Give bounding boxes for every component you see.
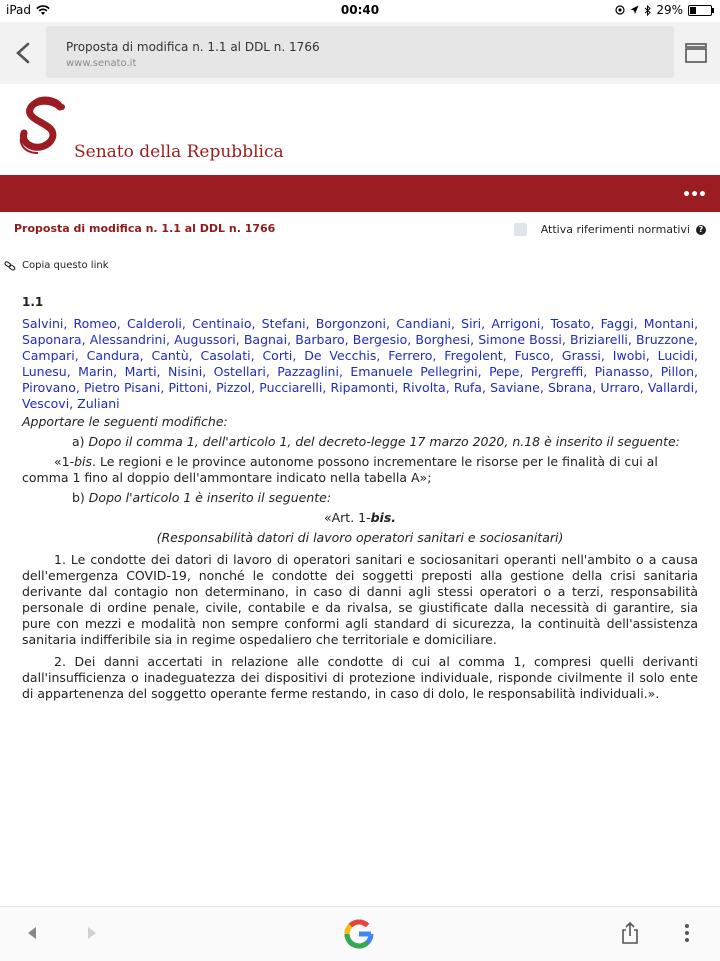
signer-name[interactable]: Lucidi bbox=[657, 348, 695, 363]
signer-name[interactable]: Pittoni bbox=[168, 380, 209, 395]
bluetooth-icon bbox=[644, 5, 651, 16]
signer-name[interactable]: Zuliani bbox=[77, 396, 120, 411]
menu-dots-icon[interactable]: ••• bbox=[682, 187, 706, 203]
signer-name[interactable]: Calderoli bbox=[126, 316, 182, 331]
copy-link-label: Copia questo link bbox=[22, 260, 109, 271]
signer-name[interactable]: Rufa bbox=[453, 380, 482, 395]
browser-back-button[interactable] bbox=[10, 36, 38, 70]
tabs-icon bbox=[683, 40, 709, 66]
navigation-arrow-icon bbox=[630, 5, 639, 15]
signer-name[interactable]: Augussori bbox=[174, 332, 236, 347]
article-title bbox=[22, 510, 698, 526]
signer-name[interactable]: Rivolta bbox=[402, 380, 446, 395]
signer-name[interactable]: Saviane bbox=[490, 380, 540, 395]
link-icon bbox=[4, 261, 16, 271]
article-paragraph-1: 1. Le condotte dei datori di lavoro di operatori sanitari e sociosanitari operanti nell'ambito o a causa dell'emergenza COVID-19, nonché le condotte dei soggetti preposti alla gestione della crisi sanitaria derivante dal contagio non determinano, in caso di danni agli stessi operatori o a terzi, responsabilità personale di ordine penale, civile, contabile e da rivalsa, se giustificate dalla necessità di garantire, sia pure con mezzi e modalità non sempre conformi agli standard di sicurezza, la continuità dell'assistenza sanitaria indifferibile sia in regime ospedaliero che territoriale e domiciliare. bbox=[22, 552, 698, 647]
status-time: 00:40 bbox=[340, 3, 380, 17]
signer-name[interactable]: Fusco bbox=[514, 348, 551, 363]
signer-name[interactable]: Pietro Pisani bbox=[84, 380, 161, 395]
more-icon bbox=[682, 923, 692, 943]
triangle-right-icon bbox=[86, 925, 98, 941]
article-subtitle: (Responsabilità datori di lavoro operatori sanitari e sociosanitari) bbox=[156, 530, 564, 545]
amendment-number: 1.1 bbox=[22, 295, 44, 309]
signer-name[interactable]: Barbaro bbox=[295, 332, 345, 347]
back-arrow-icon bbox=[10, 36, 38, 70]
signer-name[interactable]: Iwobi bbox=[612, 348, 646, 363]
signer-name[interactable]: Arrigoni bbox=[491, 316, 541, 331]
signer-name[interactable]: Vescovi bbox=[22, 396, 70, 411]
signer-name[interactable]: Sbrana bbox=[547, 380, 593, 395]
signer-name[interactable]: Marti bbox=[124, 364, 157, 379]
signer-name[interactable]: Urraro bbox=[600, 380, 640, 395]
forward-button[interactable] bbox=[86, 925, 98, 945]
signer-name[interactable]: Vallardi bbox=[647, 380, 695, 395]
modification-b-label: b) bbox=[72, 490, 85, 505]
signer-name[interactable]: Lunesu bbox=[22, 364, 67, 379]
signer-name[interactable]: Ostellari bbox=[213, 364, 266, 379]
signer-name[interactable]: Pergreffi bbox=[530, 364, 584, 379]
modification-b bbox=[22, 490, 698, 506]
signer-name[interactable]: Emanuele Pellegrini bbox=[350, 364, 478, 379]
signer-name[interactable]: Pianasso bbox=[594, 364, 650, 379]
modification-a-text: Dopo il comma 1, dell'articolo 1, del decreto-legge 17 marzo 2020, n.18 è inserito il seguente: bbox=[88, 434, 680, 449]
google-logo[interactable] bbox=[342, 917, 376, 955]
signer-name[interactable]: Siri bbox=[461, 316, 482, 331]
modification-a bbox=[22, 434, 698, 450]
signer-name[interactable]: Pazzaglini bbox=[277, 364, 339, 379]
copy-link[interactable] bbox=[4, 260, 108, 271]
signer-name[interactable]: Bergesio bbox=[352, 332, 408, 347]
inserted-comma bbox=[22, 454, 698, 486]
more-options-button[interactable] bbox=[682, 923, 692, 947]
site-name: Senato della Repubblica bbox=[74, 142, 284, 162]
signer-name[interactable]: Faggi bbox=[600, 316, 634, 331]
article-title-bis: bis. bbox=[370, 510, 397, 525]
signer-name[interactable]: Casolati bbox=[200, 348, 251, 363]
signer-name[interactable]: Grassi bbox=[561, 348, 601, 363]
intro-text: Apportare le seguenti modifiche: bbox=[22, 414, 228, 429]
article-paragraph-2: 2. Dei danni accertati in relazione alle condotte di cui al comma 1, compresi quelli derivanti dall'insufficienza o inadeguatezza dei dispositivi di protezione individuale, risponde civilmente il solo ente di appartenenza del soggetto operante ferme restando, in caso di dolo, le responsabilità individuali.». bbox=[22, 654, 698, 701]
address-bar[interactable] bbox=[46, 26, 674, 78]
signer-name[interactable]: Candura bbox=[86, 348, 140, 363]
status-bar bbox=[0, 0, 720, 20]
nav-bar bbox=[0, 175, 720, 212]
signer-name[interactable]: De Vecchis bbox=[304, 348, 377, 363]
signer-name[interactable]: Simone Bossi bbox=[478, 332, 562, 347]
signer-name[interactable]: Pucciarelli bbox=[259, 380, 323, 395]
signer-name[interactable]: Ripamonti bbox=[330, 380, 395, 395]
references-checkbox[interactable] bbox=[514, 223, 527, 236]
tabs-button[interactable] bbox=[683, 40, 709, 66]
signer-name[interactable]: Cantù bbox=[151, 348, 189, 363]
signer-name[interactable]: Montani bbox=[643, 316, 695, 331]
modification-b-text: Dopo l'articolo 1 è inserito il seguente: bbox=[88, 490, 332, 505]
page-url: www.senato.it bbox=[66, 58, 137, 69]
share-icon bbox=[620, 921, 640, 945]
back-button[interactable] bbox=[26, 925, 38, 945]
signer-name[interactable]: Candiani bbox=[396, 316, 451, 331]
article-title-prefix: «Art. 1- bbox=[323, 510, 371, 525]
quote-open: «1- bbox=[54, 454, 75, 469]
signer-name[interactable]: Bagnai bbox=[243, 332, 288, 347]
signer-name[interactable]: Tosato bbox=[550, 316, 591, 331]
signer-name[interactable]: Pirovano bbox=[22, 380, 76, 395]
signer-name[interactable]: Marin bbox=[78, 364, 114, 379]
signer-name[interactable]: Pepe bbox=[489, 364, 520, 379]
page-title: Proposta di modifica n. 1.1 al DDL n. 1766 bbox=[66, 40, 320, 54]
device-name: iPad bbox=[6, 3, 32, 17]
bottom-toolbar bbox=[0, 906, 720, 961]
battery-icon bbox=[688, 5, 712, 16]
signer-name[interactable]: Bruzzone bbox=[636, 332, 695, 347]
signer-name[interactable]: Romeo bbox=[73, 316, 117, 331]
help-icon[interactable]: ? bbox=[696, 225, 706, 235]
signer-name[interactable]: Briziarelli bbox=[570, 332, 628, 347]
signer-name[interactable]: Centinaio bbox=[192, 316, 252, 331]
normative-references-toggle[interactable] bbox=[514, 223, 706, 236]
signer-name[interactable]: Alessandrini bbox=[89, 332, 166, 347]
signer-name[interactable]: Campari bbox=[22, 348, 75, 363]
wifi-icon bbox=[36, 5, 50, 16]
signer-name[interactable]: Borghesi bbox=[415, 332, 471, 347]
signers-list: Salvini, Romeo, Calderoli, Centinaio, Stefani, Borgonzoni, Candiani, Siri, Arrigoni, Tosato, Faggi, Montani, Saponara, Alessandrini, Augussori, Bagnai, Barbaro, Bergesio, Borghesi, Simone Bossi, Briziarelli, Bruzzone, Campari, Candura, Cantù, Casolati, Corti, De Vecchis, Ferrero, Fregolent, Fusco, Grassi, Iwobi, Lucidi, Lunesu, Marin, Marti, Nisini, Ostellari, Pazzaglini, Emanuele Pellegrini, Pepe, Pergreffi, Pianasso, Pillon, Pirovano, Pietro Pisani, Pittoni, Pizzol, Pucciarelli, Ripamonti, Rivolta, Rufa, Saviane, Sbrana, Urraro, Vallardi, Vescovi, Zuliani bbox=[22, 316, 699, 411]
signer-name[interactable]: Pizzol bbox=[216, 380, 252, 395]
signer-name[interactable]: Fregolent bbox=[444, 348, 503, 363]
signer-name[interactable]: Stefani bbox=[261, 316, 306, 331]
browser-toolbar bbox=[0, 22, 720, 84]
triangle-left-icon bbox=[26, 925, 38, 941]
signer-name[interactable]: Salvini bbox=[22, 316, 64, 331]
document-title: Proposta di modifica n. 1.1 al DDL n. 1766 bbox=[14, 222, 276, 235]
share-button[interactable] bbox=[620, 921, 640, 949]
signer-name[interactable]: Pillon bbox=[660, 364, 695, 379]
signer-name[interactable]: Corti bbox=[262, 348, 293, 363]
location-icon bbox=[615, 5, 625, 15]
quote-text: . Le regioni e le province autonome possono incrementare le risorse per le finalità di cui al comma 1 fino al doppio dell'ammontare indicato nella tabella A»; bbox=[22, 454, 658, 485]
modification-a-label: a) bbox=[72, 434, 85, 449]
signer-name[interactable]: Ferrero bbox=[388, 348, 433, 363]
signer-name[interactable]: Borgonzoni bbox=[315, 316, 387, 331]
signer-name[interactable]: Nisini bbox=[167, 364, 203, 379]
amendment-content bbox=[22, 294, 698, 702]
battery-percent: 29% bbox=[656, 3, 683, 17]
signer-name[interactable]: Saponara bbox=[22, 332, 82, 347]
quote-bis: bis bbox=[74, 454, 93, 469]
toggle-label: Attiva riferimenti normativi bbox=[540, 223, 690, 236]
